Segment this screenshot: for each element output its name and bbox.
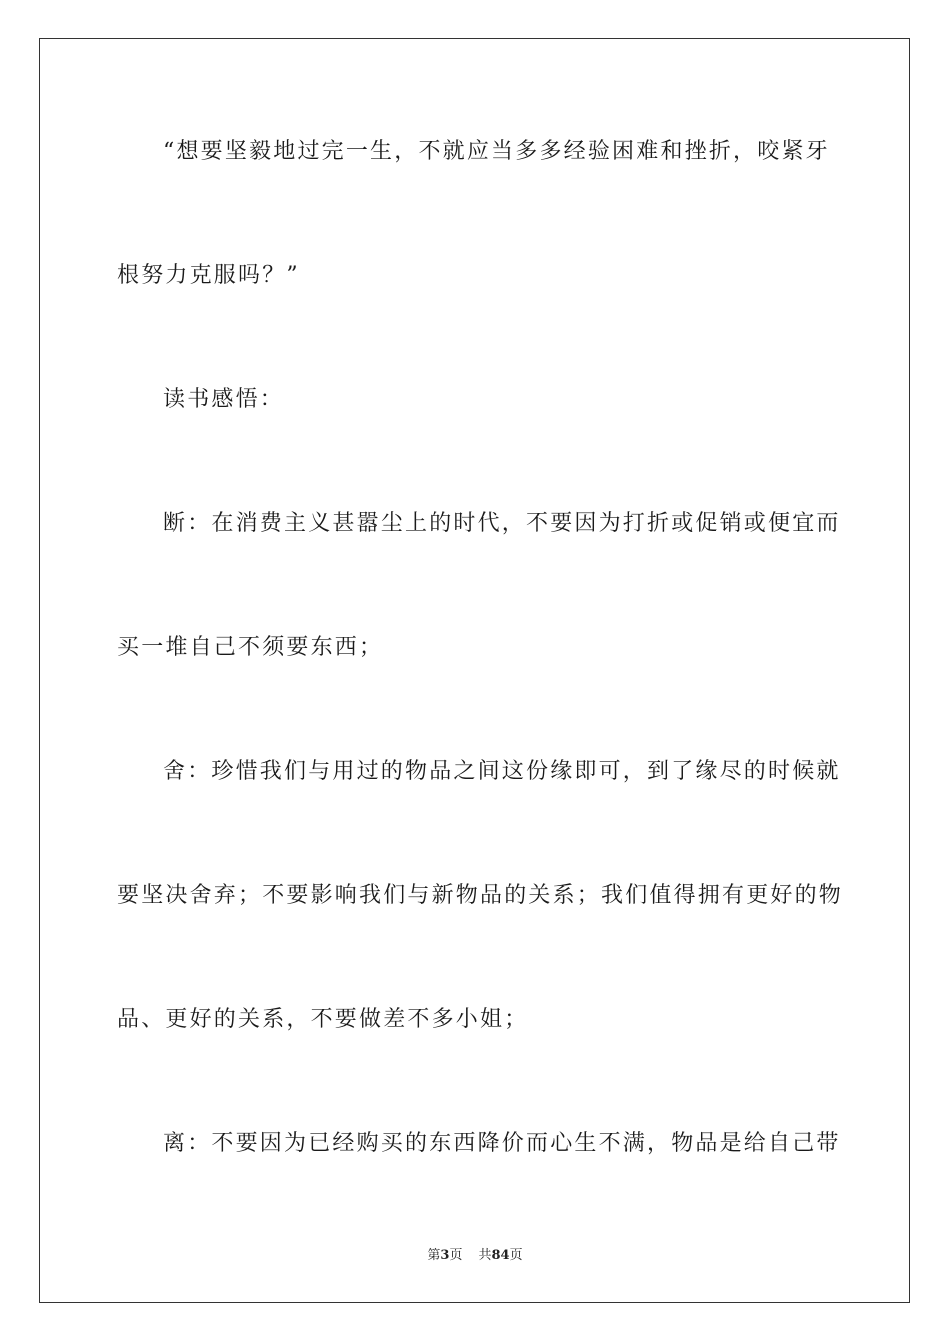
text-line-6: 舍：珍惜我们与用过的物品之间这份缘即可，到了缘尽的时候就 [163, 759, 841, 784]
text-line-3: 读书感悟： [163, 387, 285, 412]
page-suffix: 页 [449, 1248, 463, 1263]
total-suffix: 页 [509, 1248, 523, 1263]
text-line-4: 断：在消费主义甚嚣尘上的时代，不要因为打折或促销或便宜而 [163, 511, 841, 536]
page-footer [0, 1247, 950, 1265]
text-line-1: “想要坚毅地过完一生，不就应当多多经验困难和挫折，咬紧牙 [163, 139, 830, 164]
page-frame [39, 38, 910, 1303]
total-prefix: 共 [478, 1248, 492, 1263]
total-pages: 84 [491, 1248, 510, 1263]
text-line-8: 品、更好的关系，不要做差不多小姐； [117, 1007, 529, 1032]
text-line-2: 根努力克服吗？” [117, 263, 300, 288]
text-line-9: 离：不要因为已经购买的东西降价而心生不满，物品是给自己带 [163, 1131, 841, 1156]
page-number: 3 [440, 1248, 450, 1263]
text-line-5: 买一堆自己不须要东西； [117, 635, 384, 660]
text-line-7: 要坚决舍弃；不要影响我们与新物品的关系；我们值得拥有更好的物 [117, 883, 844, 908]
page-prefix: 第 [427, 1248, 441, 1263]
